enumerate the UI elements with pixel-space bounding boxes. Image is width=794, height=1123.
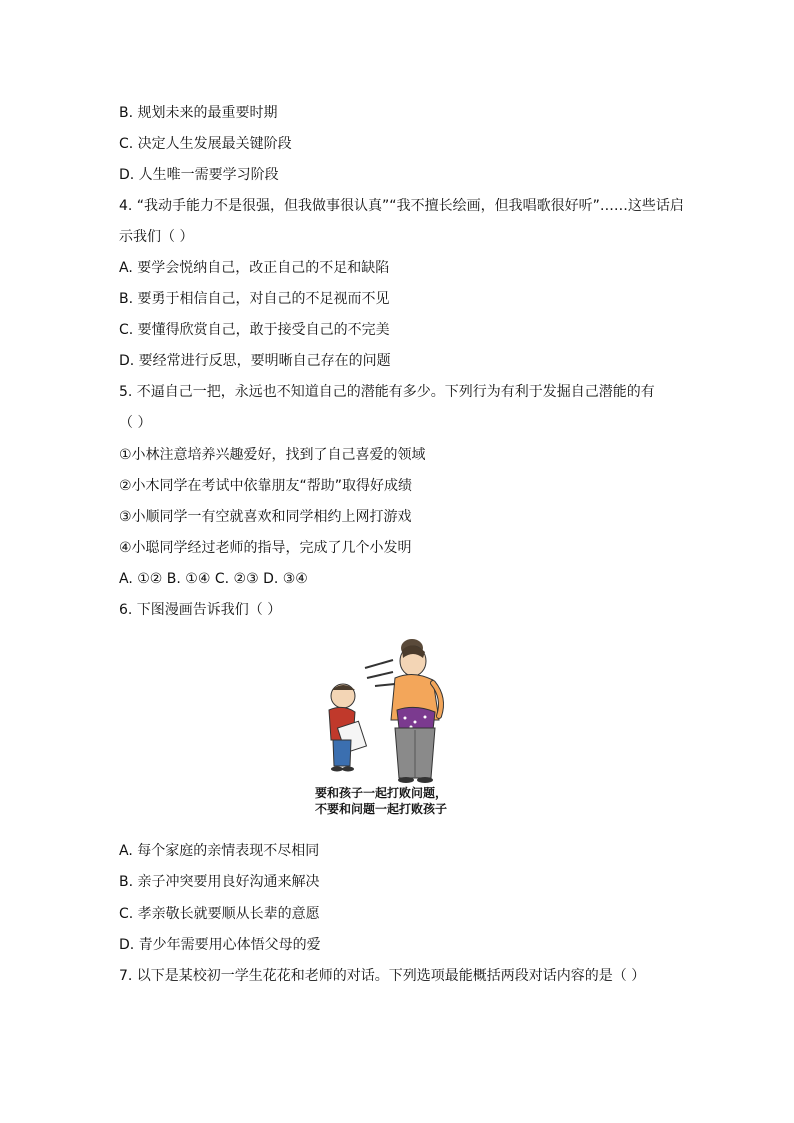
mother-figure — [391, 639, 441, 783]
q5-stem-line1: 5. 不逼自己一把，永远也不知道自己的潜能有多少。下列行为有利于发掘自己潜能的有 — [119, 384, 655, 400]
q6-option-b: B. 亲子冲突要用良好沟通来解决 — [119, 874, 320, 890]
q4-option-b: B. 要勇于相信自己，对自己的不足视而不见 — [119, 291, 390, 307]
q5-options: A. ①② B. ①④ C. ②③ D. ③④ — [119, 571, 308, 587]
q3-option-b: B. 规划未来的最重要时期 — [119, 105, 278, 121]
q6-stem: 6. 下图漫画告诉我们（ ） — [119, 602, 282, 618]
q5-item-1: ①小林注意培养兴趣爱好，找到了自己喜爱的领域 — [119, 447, 426, 463]
q6-option-c: C. 孝亲敬长就要顺从长辈的意愿 — [119, 906, 320, 922]
q5-item-3: ③小顺同学一有空就喜欢和同学相约上网打游戏 — [119, 509, 412, 525]
cartoon-caption-line1: 要和孩子一起打败问题， — [315, 786, 448, 800]
q3-option-c: C. 决定人生发展最关键阶段 — [119, 136, 292, 152]
q6-option-d: D. 青少年需要用心体悟父母的爱 — [119, 937, 321, 953]
q5-item-4: ④小聪同学经过老师的指导，完成了几个小发明 — [119, 540, 412, 556]
shouting-lines — [365, 660, 395, 686]
cartoon-caption-line2: 不要和问题一起打败孩子 — [315, 802, 448, 816]
child-figure — [329, 684, 366, 772]
q3-option-d: D. 人生唯一需要学习阶段 — [119, 167, 279, 183]
q5-item-2: ②小木同学在考试中依靠朋友“帮助”取得好成绩 — [119, 478, 413, 494]
cartoon-caption — [315, 785, 447, 817]
q6-option-a: A. 每个家庭的亲情表现不尽相同 — [119, 843, 320, 859]
q4-stem-line1: 4. “我动手能力不是很强，但我做事很认真”“我不擅长绘画，但我唱歌很好听”……这些话启 — [119, 198, 684, 214]
q4-option-a: A. 要学会悦纳自己，改正自己的不足和缺陷 — [119, 260, 390, 276]
q4-stem-line2: 示我们（ ） — [119, 229, 194, 245]
q7-stem: 7. 以下是某校初一学生花花和老师的对话。下列选项最能概括两段对话内容的是（ ） — [119, 968, 646, 984]
q4-option-d: D. 要经常进行反思，要明晰自己存在的问题 — [119, 353, 391, 369]
q5-stem-line2: （ ） — [119, 415, 152, 431]
q4-option-c: C. 要懂得欣赏自己，敢于接受自己的不完美 — [119, 322, 390, 338]
